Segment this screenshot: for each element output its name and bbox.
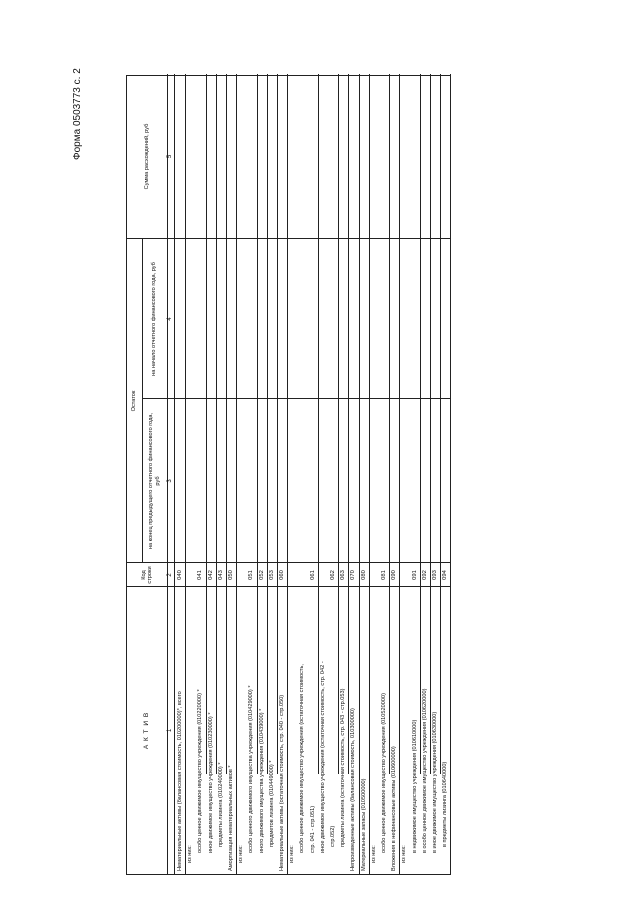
- row-code: 063: [340, 570, 347, 580]
- row-label: особо ценного движимого имущества учреждения (010429000) *: [248, 685, 255, 853]
- row-label: из них:: [187, 845, 194, 863]
- row-divider: [185, 74, 186, 874]
- row-divider: [420, 74, 421, 774]
- row-label: из них:: [401, 845, 408, 863]
- header-kod: Код строки: [140, 566, 153, 584]
- row-divider: [440, 74, 441, 774]
- row-code: 070: [350, 570, 357, 580]
- row-divider: [226, 74, 227, 774]
- row-divider: [389, 74, 390, 774]
- row-label: из них:: [370, 845, 377, 863]
- row-divider: [318, 74, 319, 774]
- row-divider: [257, 74, 258, 774]
- row-label: особо ценное движимое имущество учреждения (остаточная стоимость,: [299, 664, 306, 853]
- rotated-form: [72, 68, 451, 875]
- row-label: из них:: [238, 845, 245, 863]
- row-label: стр.052): [330, 825, 336, 847]
- header-col5: Сумма расхождений, руб: [143, 123, 150, 190]
- row-code: 052: [258, 570, 265, 580]
- col-number-3: 3: [167, 479, 173, 483]
- row-code: 081: [381, 570, 387, 580]
- row-code: 053: [268, 570, 275, 580]
- row-code: 060: [279, 570, 285, 580]
- row-label: предметов лизинга (010449000) *: [268, 760, 275, 847]
- row-label: особо ценное движимое имущество учреждения (010220000) *: [197, 689, 204, 853]
- row-divider: [216, 74, 217, 774]
- row-label: из них:: [289, 845, 296, 863]
- row-code: 080: [360, 570, 367, 580]
- header-divider: [174, 74, 175, 874]
- row-label: особо ценное движимое имущество учреждения (010520000): [381, 693, 387, 853]
- row-code: 043: [217, 570, 224, 580]
- row-code: 090: [391, 570, 398, 580]
- row-code: 093: [432, 570, 438, 580]
- row-divider: [277, 74, 278, 774]
- row-divider: [399, 74, 400, 874]
- row-label: стр. 041 - стр.051): [309, 805, 316, 853]
- balance-table: [126, 75, 451, 875]
- row-label: Нематериальные активы (балансовая стоимость, 010200000)*, всего: [177, 691, 183, 871]
- header-aktiv: А К Т И В: [142, 711, 150, 750]
- row-label: Амортизация нематериальных активов *: [228, 765, 234, 871]
- row-divider: [369, 74, 370, 874]
- row-code: 061: [309, 570, 316, 580]
- row-label: иного движимого имущества учреждения (010439000) *: [258, 708, 265, 853]
- row-code: 092: [421, 570, 428, 580]
- header-ostatok: Остаток: [131, 390, 138, 412]
- form-label: Форма 0503773 с. 2: [72, 68, 83, 160]
- row-label: предметы лизинга (010240000) *: [217, 762, 224, 847]
- row-divider: [430, 74, 431, 774]
- header-col3: на конец предыдущего отчетного финансового года, руб: [148, 412, 161, 550]
- row-code: 040: [177, 570, 183, 580]
- row-divider: [206, 74, 207, 774]
- row-divider: [450, 74, 451, 774]
- row-label: в недвижимое имущество учреждения (010610000): [411, 719, 418, 853]
- row-code: 094: [442, 570, 449, 580]
- col-divider: [127, 562, 450, 563]
- col-number-5: 5: [167, 154, 173, 159]
- row-code: 091: [411, 570, 418, 580]
- row-code: 041: [197, 570, 204, 580]
- row-code: 062: [330, 570, 336, 580]
- col-number-4: 4: [167, 317, 173, 321]
- row-label: Вложения в нефинансовые активы (010600000): [391, 746, 398, 871]
- row-label: иное движимое имущество учреждения (остаточная стоимость, стр. 042 -: [319, 661, 326, 853]
- col-divider: [127, 238, 450, 239]
- header-col4: на начало отчетного финансового года, руб: [151, 262, 158, 376]
- row-label: Нематериальные активы (остаточная стоимость, стр. 040 - стр.050): [279, 694, 285, 871]
- row-code: 050: [228, 570, 234, 580]
- row-label: в особо ценное движимое имущество учреждения (010620000): [421, 688, 428, 853]
- row-label: Непроизведенные активы (балансовая стоимость, 010300000): [350, 708, 357, 871]
- row-divider: [359, 74, 360, 874]
- row-label: Материальные запасы (010500000): [360, 778, 367, 871]
- row-label: в иное движимое имущество учреждения (010630000): [432, 711, 438, 853]
- col-number-1: 1: [167, 728, 173, 733]
- row-divider: [338, 74, 339, 774]
- col-divider: [142, 398, 450, 399]
- row-divider: [236, 74, 237, 874]
- row-divider: [267, 74, 268, 774]
- row-code: 042: [207, 570, 214, 580]
- row-divider: [348, 74, 349, 774]
- row-label: в предметы лизинга (010640000): [442, 761, 449, 847]
- row-divider: [287, 74, 288, 874]
- col-number-2: 2: [167, 573, 173, 577]
- row-label: предметы лизинга (остаточная стоимость, стр. 043 - стр.053): [340, 688, 347, 847]
- row-code: 051: [248, 570, 255, 580]
- row-label: иное движимое имущество учреждения (010230000) *: [207, 712, 214, 853]
